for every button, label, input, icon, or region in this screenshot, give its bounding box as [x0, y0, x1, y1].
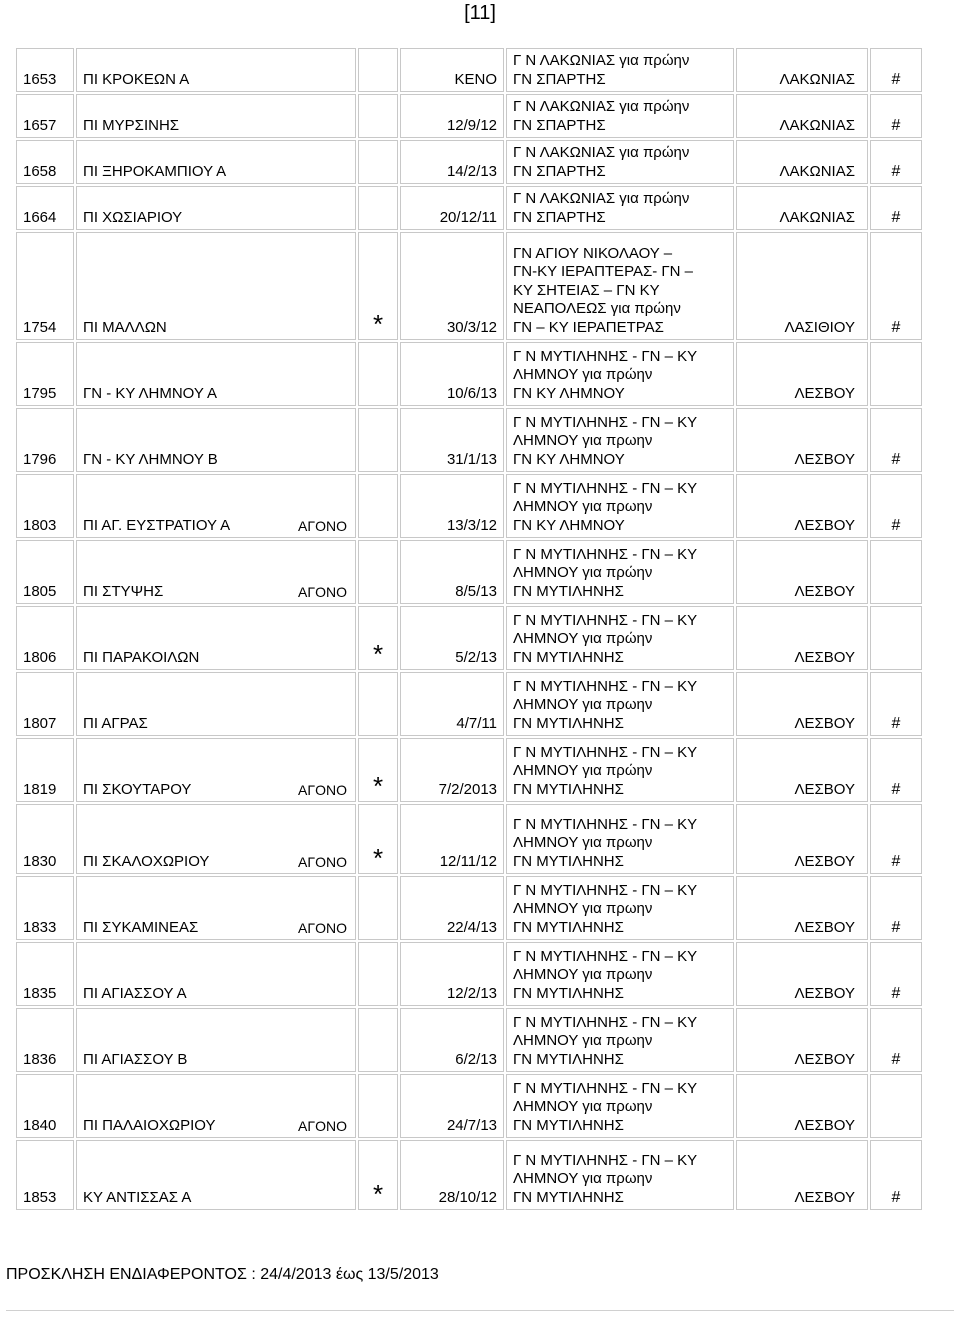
table-row: [16, 1008, 922, 1072]
row-name: [76, 1140, 356, 1210]
row-name: [76, 94, 356, 138]
row-region: ΛΑΚΩΝΙΑΣ: [736, 186, 868, 230]
row-name-text: ΓΝ - ΚΥ ΛΗΜΝΟΥ Α: [83, 385, 217, 402]
row-hash: #: [870, 942, 922, 1006]
table-row: [16, 186, 922, 230]
row-hash: [870, 606, 922, 670]
row-star: [358, 876, 398, 940]
row-date: 22/4/13: [400, 876, 504, 940]
row-name: [76, 876, 356, 940]
row-star: [358, 474, 398, 538]
row-date: 20/12/11: [400, 186, 504, 230]
table-row: [16, 540, 922, 604]
row-hash: #: [870, 232, 922, 340]
row-name: [76, 672, 356, 736]
table-row: [16, 1074, 922, 1138]
row-name-text: ΠΙ ΣΚΑΛΟΧΩΡΙΟΥ: [83, 853, 210, 870]
page-number: [11]: [464, 2, 496, 24]
row-hash: #: [870, 48, 922, 92]
row-previous-unit: Γ Ν ΛΑΚΩΝΙΑΣ για πρώην ΓΝ ΣΠΑΡΤΗΣ: [506, 140, 734, 184]
row-name: [76, 408, 356, 472]
row-star: *: [358, 738, 398, 802]
row-star: *: [358, 606, 398, 670]
row-name-text: ΓΝ - ΚΥ ΛΗΜΝΟΥ Β: [83, 451, 218, 468]
row-hash: [870, 540, 922, 604]
row-previous-unit: Γ Ν ΜΥΤΙΛΗΝΗΣ - ΓΝ – ΚΥ ΛΗΜΝΟΥ για πρωην ΓΝ ΜΥΤΙΛΗΝΗΣ: [506, 1008, 734, 1072]
row-star: [358, 408, 398, 472]
row-note: ΑΓΟΝΟ: [298, 518, 347, 534]
row-name: [76, 186, 356, 230]
row-star: *: [358, 232, 398, 340]
row-star: [358, 1008, 398, 1072]
row-region: ΛΕΣΒΟΥ: [736, 942, 868, 1006]
row-star: [358, 48, 398, 92]
row-previous-unit: ΓΝ ΑΓΙΟΥ ΝΙΚΟΛΑΟΥ – ΓΝ-ΚΥ ΙΕΡΑΠΤΕΡΑΣ- ΓΝ – ΚΥ ΣΗΤΕΙΑΣ – ΓΝ ΚΥ ΝΕΑΠΟΛΕΩΣ για πρώην ΓΝ – ΚΥ ΙΕΡΑΠΕΤΡΑΣ: [506, 232, 734, 340]
table-row: [16, 48, 922, 92]
row-name: [76, 942, 356, 1006]
positions-table: [14, 46, 924, 1212]
row-region: ΛΕΣΒΟΥ: [736, 606, 868, 670]
row-star: [358, 94, 398, 138]
row-name-text: ΠΙ ΜΑΛΛΩΝ: [83, 319, 167, 336]
row-hash: #: [870, 672, 922, 736]
row-hash: #: [870, 1008, 922, 1072]
row-previous-unit: Γ Ν ΜΥΤΙΛΗΝΗΣ - ΓΝ – ΚΥ ΛΗΜΝΟΥ για πρωην ΓΝ ΜΥΤΙΛΗΝΗΣ: [506, 942, 734, 1006]
row-note: ΑΓΟΝΟ: [298, 584, 347, 600]
table-row: [16, 408, 922, 472]
row-star: [358, 540, 398, 604]
row-date: 10/6/13: [400, 342, 504, 406]
row-name-text: ΠΙ ΣΚΟΥΤΑΡΟΥ: [83, 781, 192, 798]
row-star: [358, 1074, 398, 1138]
row-date: 12/11/12: [400, 804, 504, 874]
row-hash: #: [870, 738, 922, 802]
row-name-text: ΠΙ ΠΑΛΑΙΟΧΩΡΙΟΥ: [83, 1117, 216, 1134]
row-name: [76, 738, 356, 802]
row-region: ΛΑΚΩΝΙΑΣ: [736, 140, 868, 184]
row-previous-unit: Γ Ν ΜΥΤΙΛΗΝΗΣ - ΓΝ – ΚΥ ΛΗΜΝΟΥ για πρωην ΓΝ ΜΥΤΙΛΗΝΗΣ: [506, 804, 734, 874]
row-star: [358, 942, 398, 1006]
row-previous-unit: Γ Ν ΜΥΤΙΛΗΝΗΣ - ΓΝ – ΚΥ ΛΗΜΝΟΥ για πρώην ΓΝ ΜΥΤΙΛΗΝΗΣ: [506, 738, 734, 802]
table-row: [16, 94, 922, 138]
row-previous-unit: Γ Ν ΜΥΤΙΛΗΝΗΣ - ΓΝ – ΚΥ ΛΗΜΝΟΥ για πρωην ΓΝ ΜΥΤΙΛΗΝΗΣ: [506, 1074, 734, 1138]
row-code: 1805: [16, 540, 74, 604]
row-code: 1754: [16, 232, 74, 340]
row-star: [358, 342, 398, 406]
row-name-text: ΠΙ ΑΓ. ΕΥΣΤΡΑΤΙΟΥ Α: [83, 517, 231, 534]
row-previous-unit: Γ Ν ΜΥΤΙΛΗΝΗΣ - ΓΝ – ΚΥ ΛΗΜΝΟΥ για πρωην ΓΝ ΜΥΤΙΛΗΝΗΣ: [506, 876, 734, 940]
row-region: ΛΕΣΒΟΥ: [736, 672, 868, 736]
row-code: 1853: [16, 1140, 74, 1210]
row-date: ΚΕΝΟ: [400, 48, 504, 92]
row-region: ΛΕΣΒΟΥ: [736, 408, 868, 472]
row-star: *: [358, 1140, 398, 1210]
row-name-text: ΠΙ ΜΥΡΣΙΝΗΣ: [83, 117, 180, 134]
footer-divider: [6, 1310, 954, 1311]
row-region: ΛΕΣΒΟΥ: [736, 540, 868, 604]
row-name: [76, 1008, 356, 1072]
row-code: 1819: [16, 738, 74, 802]
row-note: ΑΓΟΝΟ: [298, 1118, 347, 1134]
row-name-text: ΠΙ ΧΩΣΙΑΡΙΟΥ: [83, 209, 183, 226]
footer-note: ΠΡΟΣΚΛΗΣΗ ΕΝΔΙΑΦΕΡΟΝΤΟΣ : 24/4/2013 έως 13/5/2013: [6, 1266, 439, 1283]
row-previous-unit: Γ Ν ΛΑΚΩΝΙΑΣ για πρώην ΓΝ ΣΠΑΡΤΗΣ: [506, 94, 734, 138]
row-star: [358, 140, 398, 184]
row-date: 13/3/12: [400, 474, 504, 538]
row-star: *: [358, 804, 398, 874]
row-hash: #: [870, 186, 922, 230]
table-body: [16, 48, 922, 1210]
row-hash: #: [870, 876, 922, 940]
row-date: 30/3/12: [400, 232, 504, 340]
row-name-text: ΠΙ ΑΓΡΑΣ: [83, 715, 148, 732]
row-date: 31/1/13: [400, 408, 504, 472]
row-note: ΑΓΟΝΟ: [298, 854, 347, 870]
row-region: ΛΕΣΒΟΥ: [736, 1008, 868, 1072]
row-date: 14/2/13: [400, 140, 504, 184]
table-row: [16, 342, 922, 406]
row-name-text: ΠΙ ΚΡΟΚΕΩΝ Α: [83, 71, 190, 88]
row-previous-unit: Γ Ν ΜΥΤΙΛΗΝΗΣ - ΓΝ – ΚΥ ΛΗΜΝΟΥ για πρωην ΓΝ ΜΥΤΙΛΗΝΗΣ: [506, 1140, 734, 1210]
row-star: [358, 186, 398, 230]
row-code: 1795: [16, 342, 74, 406]
table-row: [16, 474, 922, 538]
row-code: 1653: [16, 48, 74, 92]
table-row: [16, 672, 922, 736]
row-region: ΛΑΚΩΝΙΑΣ: [736, 94, 868, 138]
row-name: [76, 48, 356, 92]
table-row: [16, 140, 922, 184]
row-date: 24/7/13: [400, 1074, 504, 1138]
row-hash: [870, 1074, 922, 1138]
row-code: 1830: [16, 804, 74, 874]
row-hash: #: [870, 474, 922, 538]
row-name-text: ΠΙ ΑΓΙΑΣΣΟΥ Α: [83, 985, 187, 1002]
row-hash: #: [870, 94, 922, 138]
row-name-text: ΠΙ ΞΗΡΟΚΑΜΠΙΟΥ Α: [83, 163, 227, 180]
row-code: 1836: [16, 1008, 74, 1072]
table-row: [16, 942, 922, 1006]
row-region: ΛΕΣΒΟΥ: [736, 804, 868, 874]
row-name: [76, 540, 356, 604]
row-code: 1835: [16, 942, 74, 1006]
table-row: [16, 804, 922, 874]
row-name-text: ΠΙ ΣΥΚΑΜΙΝΕΑΣ: [83, 919, 199, 936]
row-previous-unit: Γ Ν ΜΥΤΙΛΗΝΗΣ - ΓΝ – ΚΥ ΛΗΜΝΟΥ για πρώην ΓΝ ΜΥΤΙΛΗΝΗΣ: [506, 606, 734, 670]
row-region: ΛΑΣΙΘΙΟΥ: [736, 232, 868, 340]
row-previous-unit: Γ Ν ΜΥΤΙΛΗΝΗΣ - ΓΝ – ΚΥ ΛΗΜΝΟΥ για πρωην ΓΝ ΚΥ ΛΗΜΝΟΥ: [506, 474, 734, 538]
row-name: [76, 606, 356, 670]
row-name: [76, 1074, 356, 1138]
row-region: ΛΕΣΒΟΥ: [736, 1140, 868, 1210]
table-row: [16, 232, 922, 340]
row-date: 28/10/12: [400, 1140, 504, 1210]
row-date: 12/9/12: [400, 94, 504, 138]
row-name-text: ΠΙ ΑΓΙΑΣΣΟΥ Β: [83, 1051, 188, 1068]
row-code: 1664: [16, 186, 74, 230]
row-code: 1657: [16, 94, 74, 138]
table-row: [16, 876, 922, 940]
row-note: ΑΓΟΝΟ: [298, 782, 347, 798]
row-name: [76, 232, 356, 340]
row-name-text: ΠΙ ΣΤΥΨΗΣ: [83, 583, 164, 600]
row-code: 1796: [16, 408, 74, 472]
row-date: 8/5/13: [400, 540, 504, 604]
row-name-text: ΠΙ ΠΑΡΑΚΟΙΛΩΝ: [83, 649, 200, 666]
row-name-text: ΚΥ ΑΝΤΙΣΣΑΣ Α: [83, 1189, 192, 1206]
row-hash: #: [870, 408, 922, 472]
row-region: ΛΑΚΩΝΙΑΣ: [736, 48, 868, 92]
row-name: [76, 342, 356, 406]
row-code: 1806: [16, 606, 74, 670]
row-date: 7/2/2013: [400, 738, 504, 802]
row-hash: #: [870, 804, 922, 874]
row-date: 5/2/13: [400, 606, 504, 670]
row-previous-unit: Γ Ν ΛΑΚΩΝΙΑΣ για πρώην ΓΝ ΣΠΑΡΤΗΣ: [506, 48, 734, 92]
table-row: [16, 1140, 922, 1210]
row-previous-unit: Γ Ν ΜΥΤΙΛΗΝΗΣ - ΓΝ – ΚΥ ΛΗΜΝΟΥ για πρώην ΓΝ ΜΥΤΙΛΗΝΗΣ: [506, 540, 734, 604]
row-date: 12/2/13: [400, 942, 504, 1006]
row-hash: [870, 342, 922, 406]
row-region: ΛΕΣΒΟΥ: [736, 738, 868, 802]
row-region: ΛΕΣΒΟΥ: [736, 876, 868, 940]
row-code: 1658: [16, 140, 74, 184]
row-hash: #: [870, 140, 922, 184]
table-row: [16, 606, 922, 670]
row-star: [358, 672, 398, 736]
row-previous-unit: Γ Ν ΜΥΤΙΛΗΝΗΣ - ΓΝ – ΚΥ ΛΗΜΝΟΥ για πρωην ΓΝ ΜΥΤΙΛΗΝΗΣ: [506, 672, 734, 736]
row-region: ΛΕΣΒΟΥ: [736, 1074, 868, 1138]
row-name: [76, 474, 356, 538]
table-row: [16, 738, 922, 802]
row-hash: #: [870, 1140, 922, 1210]
row-previous-unit: Γ Ν ΛΑΚΩΝΙΑΣ για πρώην ΓΝ ΣΠΑΡΤΗΣ: [506, 186, 734, 230]
row-code: 1807: [16, 672, 74, 736]
row-previous-unit: Γ Ν ΜΥΤΙΛΗΝΗΣ - ΓΝ – ΚΥ ΛΗΜΝΟΥ για πρωην ΓΝ ΚΥ ΛΗΜΝΟΥ: [506, 408, 734, 472]
row-name: [76, 804, 356, 874]
row-code: 1840: [16, 1074, 74, 1138]
row-note: ΑΓΟΝΟ: [298, 920, 347, 936]
row-date: 4/7/11: [400, 672, 504, 736]
row-previous-unit: Γ Ν ΜΥΤΙΛΗΝΗΣ - ΓΝ – ΚΥ ΛΗΜΝΟΥ για πρώην ΓΝ ΚΥ ΛΗΜΝΟΥ: [506, 342, 734, 406]
row-date: 6/2/13: [400, 1008, 504, 1072]
row-code: 1833: [16, 876, 74, 940]
row-region: ΛΕΣΒΟΥ: [736, 342, 868, 406]
row-region: ΛΕΣΒΟΥ: [736, 474, 868, 538]
row-name: [76, 140, 356, 184]
row-code: 1803: [16, 474, 74, 538]
